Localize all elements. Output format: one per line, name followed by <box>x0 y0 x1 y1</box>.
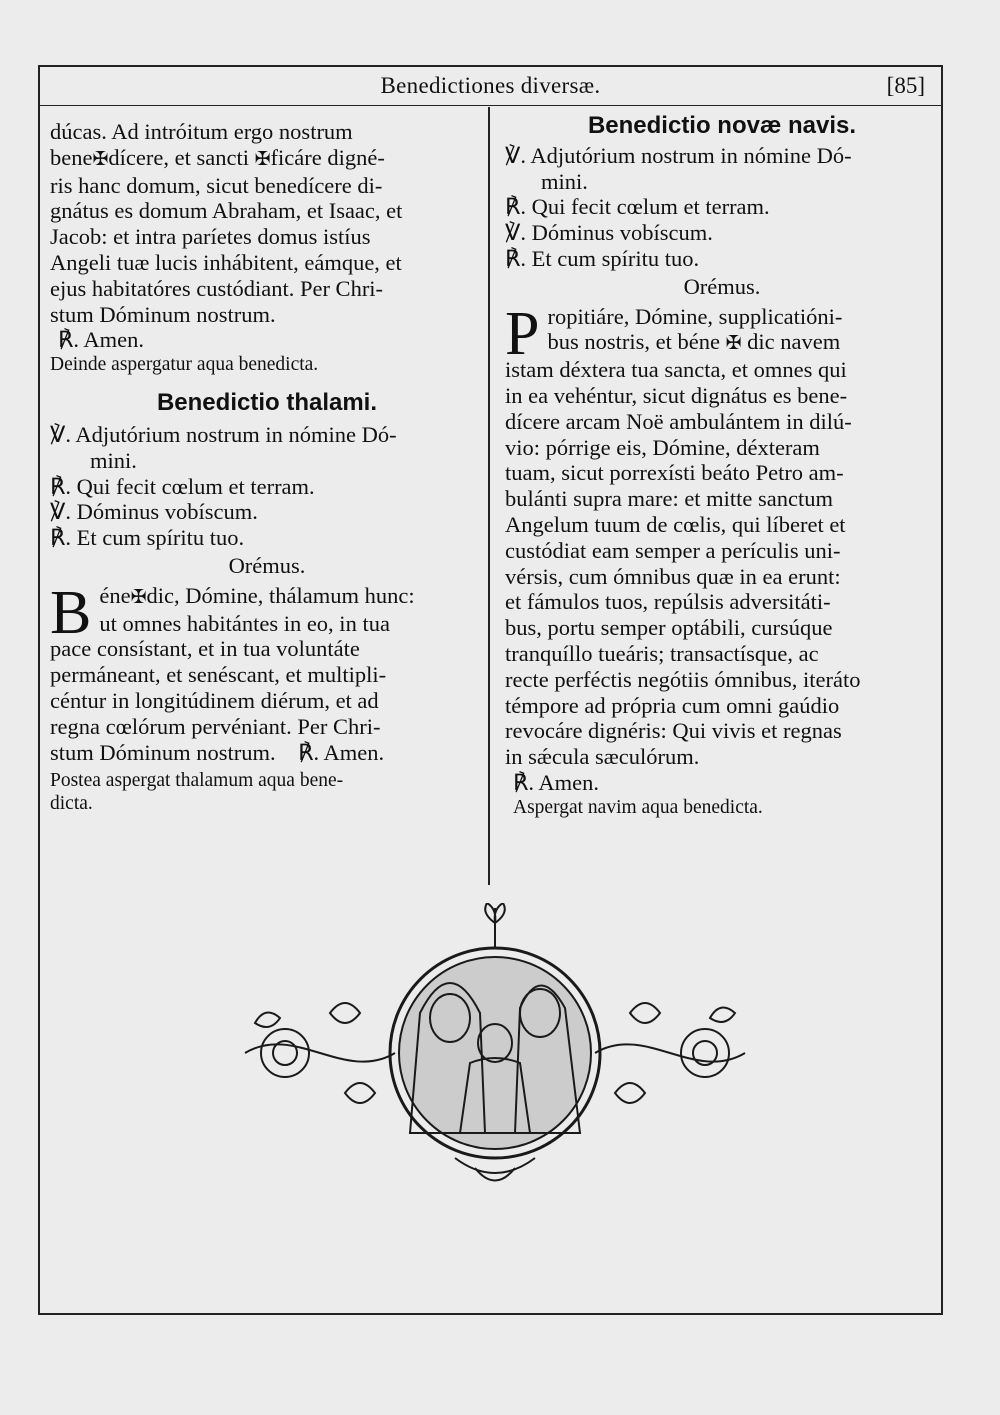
rubric: Aspergat navim aqua benedicta. <box>513 796 763 818</box>
section-heading: Benedictio thalami. <box>156 389 378 417</box>
column-divider <box>488 107 490 885</box>
prayer: B éne✠dic, Dómine, thálamum hunc: ut omnes habitántes in eo, in tua pace consístant, et in tua voluntáte permáneant, et senéscant, et multipli- céntur in longitúdinem diérum, et ad regna cœlórum pervéniant. Per Chri- stum Dóminum nostrum. ℟. Amen. <box>50 578 415 765</box>
text-line: dúcas. Ad intróitum ergo nostrum <box>50 119 353 144</box>
rubric: dicta. <box>50 793 93 815</box>
cross-icon: ✠ <box>254 147 271 170</box>
text-line: Jacob: et intra paríetes domus istíus <box>50 224 371 250</box>
cross-icon: ✠ <box>92 147 109 170</box>
holy-family-vignette-icon <box>235 903 755 1193</box>
response-amen: ℟. Amen. <box>298 739 385 765</box>
oremus: Orémus. <box>228 552 306 578</box>
page-number: [85] <box>886 73 925 98</box>
versicle-cont: mini. <box>541 168 588 194</box>
versicle: ℣. Dóminus vobíscum. <box>50 499 258 525</box>
header-title: Benedictiones diversæ. <box>380 73 601 98</box>
response: ℟. Et cum spíritu tuo. <box>50 525 245 551</box>
drop-cap: P <box>505 299 540 368</box>
text-line: gnátus es domum Abraham, et Isaac, et <box>50 198 403 224</box>
versicle: ℣. Dóminus vobíscum. <box>505 220 713 246</box>
rubric: Postea aspergat thalamum aqua bene- <box>50 770 344 792</box>
drop-cap: B <box>50 578 92 647</box>
text-line: Angeli tuæ lucis inhábitent, eámque, et <box>50 249 402 275</box>
running-header <box>40 67 941 106</box>
text-line: stum Dóminum nostrum. <box>50 301 276 327</box>
cross-icon: ✠ <box>130 585 147 608</box>
rubric: Deinde aspergatur aqua benedicta. <box>50 354 319 376</box>
text-line: ejus habitatóres custódiant. Per Chri- <box>50 275 384 301</box>
left-column <box>50 119 484 815</box>
versicle: ℣. Adjutórium nostrum in nómine Dó- <box>505 142 852 168</box>
response: ℟. Qui fecit cœlum et terram. <box>505 194 770 220</box>
cross-icon: ✠ <box>725 332 742 355</box>
response-amen: ℟. Amen. <box>58 327 145 353</box>
response-amen: ℟. Amen. <box>513 769 600 795</box>
response: ℟. Et cum spíritu tuo. <box>505 245 700 271</box>
section-heading: Benedictio novæ navis. <box>587 112 857 139</box>
text-line: ris hanc domum, sicut benedícere di- <box>50 172 383 198</box>
versicle: ℣. Adjutórium nostrum in nómine Dó- <box>50 421 397 447</box>
versicle-cont: mini. <box>90 447 137 473</box>
text-line: bene✠dícere, et sancti ✠ficáre digné- <box>50 144 385 170</box>
prayer: P ropitiáre, Dómine, supplicatióni- bus nostris, et béne ✠ dic navem istam déxtera tua sancta, et omnes qui in ea vehéntur, sicut dignátus es bene- dícere arcam Noë ambulántem in dilú- vio: pórrige eis, Dómine, déxteram tuam, sicut porrexísti beáto Petro am- bulánti supra mare: et mitte sanctum Angelum tuum de cœlis, qui líberet et custódiat eam semper a perículis uni- vérsis, cum ómnibus quæ in ea erunt: et fámulos tuos, repúlsis adversitáti- bus, portu semper optábili, cursúque tranquíllo tueáris; transactísque, ac recte perféctis negótiis ómnibus, iteráto témpore ad própria cum omni gaúdio revocáre dignéris: Qui vivis et regnas in sǽcula sæculórum. <box>505 299 861 770</box>
response: ℟. Qui fecit cœlum et terram. <box>50 473 315 499</box>
right-column <box>505 112 939 819</box>
oremus: Orémus. <box>683 273 761 299</box>
